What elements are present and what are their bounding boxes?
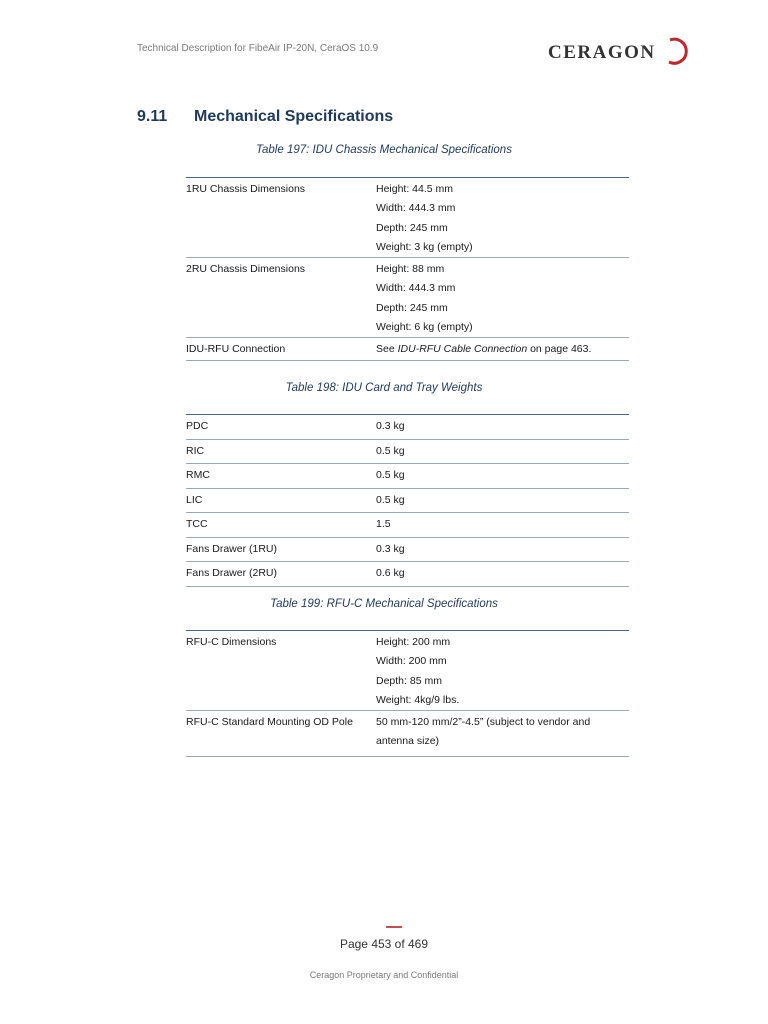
section-heading [137,108,393,126]
section-number: 9.11 [137,108,168,125]
row-value: Width: 444.3 mm [376,202,456,215]
row-value-prefix: See [376,343,398,356]
table-row [186,258,629,338]
row-value: Width: 200 mm [376,655,447,668]
table-198 [186,414,629,587]
row-value: Width: 444.3 mm [376,282,456,295]
row-value: Weight: 3 kg (empty) [376,240,473,253]
table-row [186,513,629,538]
table-row [186,440,629,465]
row-label: Fans Drawer (2RU) [186,567,278,579]
table-row [186,631,629,711]
row-label: 1RU Chassis Dimensions [186,183,306,195]
page-number: Page 453 of 469 [339,937,429,951]
row-value: Depth: 85 mm [376,674,442,687]
row-value: antenna size) [376,735,440,748]
row-value: 0.3 kg [376,542,405,555]
row-label: PDC [186,420,209,432]
row-value: Height: 200 mm [376,636,451,648]
row-value: 50 mm-120 mm/2”-4.5” (subject to vendor and [376,716,591,729]
table-197-caption: Table 197: IDU Chassis Mechanical Specifications [256,144,512,156]
table-199 [186,630,629,757]
header-doc-title: Technical Description for FibeAir IP-20N, CeraOS 10.9 [137,43,379,54]
row-label: Fans Drawer (1RU) [186,542,278,555]
ceragon-logo [546,36,688,66]
table-198-caption: Table 198: IDU Card and Tray Weights [285,382,483,394]
table-row [186,538,629,563]
row-value: 0.5 kg [376,493,405,506]
row-value: 0.6 kg [376,567,405,579]
cross-reference-link[interactable]: IDU-RFU Cable Connection [397,343,528,356]
table-199-caption: Table 199: RFU-C Mechanical Specifications [270,598,498,610]
table-row [186,489,629,514]
row-label: TCC [186,518,208,530]
table-row [186,415,629,440]
logo-swoosh-icon [669,39,686,63]
row-label: RFU-C Dimensions [186,636,277,648]
table-row [186,338,629,360]
row-value: Depth: 245 mm [376,301,448,314]
table-row [186,464,629,489]
row-label: RFU-C Standard Mounting OD Pole [186,716,353,729]
row-label: LIC [186,493,203,506]
row-value: 0.5 kg [376,444,405,457]
row-value: 0.3 kg [376,420,405,432]
table-row [186,562,629,587]
row-label: RMC [186,469,210,481]
row-value-suffix: on page 463. [527,343,592,356]
table-197 [186,177,629,361]
row-label: 2RU Chassis Dimensions [186,263,306,276]
row-value: Height: 88 mm [376,263,445,276]
row-value: Weight: 6 kg (empty) [376,321,473,334]
row-value: 1.5 [376,518,391,530]
row-label: IDU-RFU Connection [186,343,286,356]
footer-confidential: Ceragon Proprietary and Confidential [309,970,459,980]
row-value: Weight: 4kg/9 lbs. [376,693,460,706]
row-value: 0.5 kg [376,469,405,481]
row-value: Depth: 245 mm [376,221,448,234]
row-label: RIC [186,444,205,457]
row-value: Height: 44.5 mm [376,183,454,195]
logo-text: CERAGON [548,42,656,63]
table-row [186,711,629,757]
section-title: Mechanical Specifications [194,108,394,125]
page-marker [386,926,402,928]
table-row [186,178,629,258]
